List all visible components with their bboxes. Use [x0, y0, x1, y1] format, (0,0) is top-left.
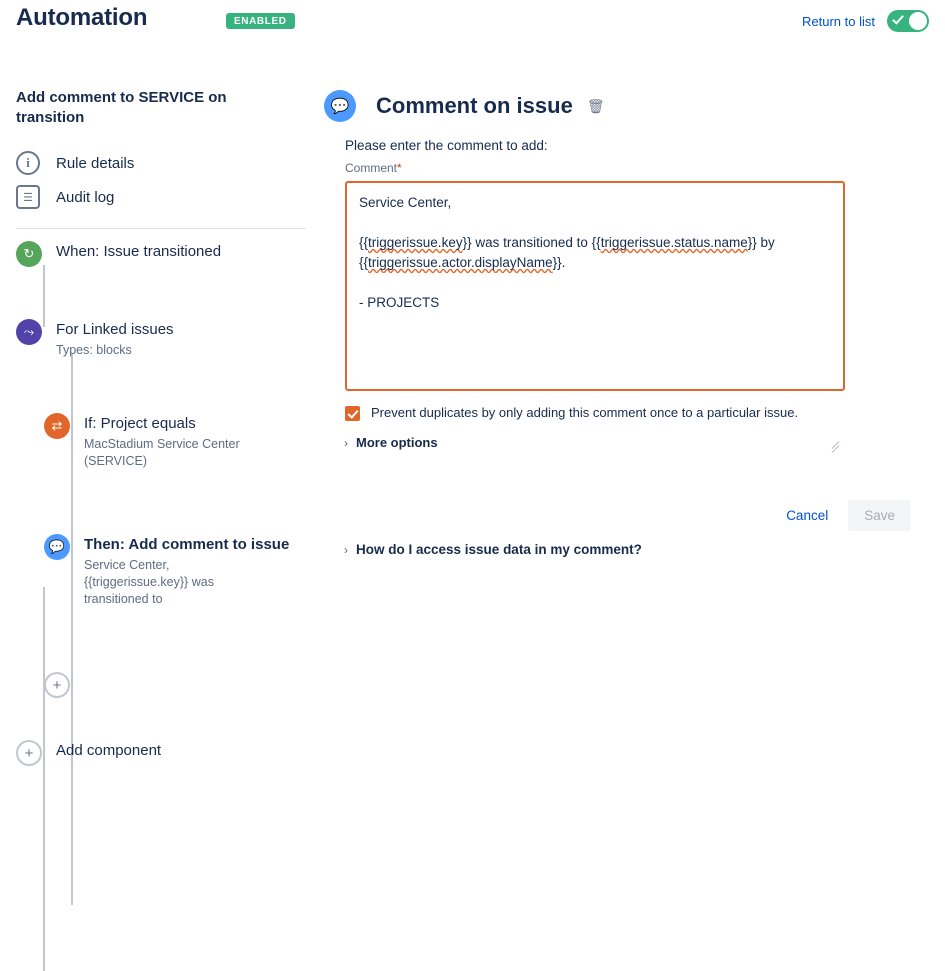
- sidebar-item-label: Audit log: [56, 188, 115, 206]
- add-component-button[interactable]: [16, 740, 304, 766]
- page-title: Automation: [16, 4, 148, 31]
- sidebar-divider: [16, 228, 306, 229]
- save-button[interactable]: Save: [848, 500, 911, 531]
- instruction-text: Please enter the comment to add:: [345, 138, 548, 153]
- comment-field-label-text: Comment: [345, 161, 398, 175]
- help-label: How do I access issue data in my comment?: [356, 542, 642, 557]
- prevent-duplicates-row: [345, 405, 924, 421]
- rule-node-trigger[interactable]: [16, 241, 304, 267]
- rule-node-subtitle: Service Center, {{triggerissue.key}} was transitioned to: [84, 558, 214, 606]
- comment-input[interactable]: [345, 181, 845, 391]
- trigger-icon: ↻: [16, 241, 42, 267]
- rule-enabled-toggle[interactable]: [887, 10, 929, 32]
- condition-icon: ⇄: [44, 413, 70, 439]
- plus-icon: +: [16, 740, 42, 766]
- action-title: Comment on issue: [376, 93, 573, 118]
- rule-node-subtitle: MacStadium Service Center (SERVICE): [84, 437, 240, 468]
- info-icon: i: [16, 151, 40, 175]
- rule-chain: [16, 241, 304, 766]
- plus-icon: +: [44, 672, 70, 698]
- cancel-button[interactable]: Cancel: [786, 508, 829, 523]
- rule-node-subtitle: Types: blocks: [56, 343, 132, 357]
- action-buttons: [786, 500, 911, 531]
- help-expander[interactable]: [344, 542, 642, 557]
- comment-field-label: [345, 161, 924, 175]
- comment-line: - PROJECTS: [359, 295, 440, 310]
- list-icon: ☰: [16, 185, 40, 209]
- comment-line: {{triggerissue.key}} was transitioned to {{triggerissue.status.name}} by {{triggerissue.actor.displayName}}.: [359, 235, 775, 270]
- resize-handle[interactable]: [829, 438, 839, 448]
- rule-node-title: For Linked issues: [56, 321, 174, 338]
- sidebar-item-rule-details[interactable]: [16, 146, 304, 180]
- rule-node-title: Then: Add comment to issue: [84, 536, 290, 553]
- chain-connector: [43, 587, 45, 971]
- sidebar-item-audit-log[interactable]: [16, 180, 304, 214]
- rule-node-branch[interactable]: [16, 319, 304, 359]
- status-badge: ENABLED: [226, 13, 295, 29]
- required-marker: *: [397, 161, 402, 175]
- return-to-list-link[interactable]: Return to list: [802, 14, 875, 29]
- add-child-component-button[interactable]: [44, 672, 304, 698]
- page-header: [0, 0, 945, 40]
- sidebar-item-label: Rule details: [56, 154, 135, 172]
- chevron-right-icon: ›: [344, 435, 348, 450]
- branch-icon: ⤳: [16, 319, 42, 345]
- comment-icon: 💬: [324, 90, 356, 122]
- trash-icon[interactable]: 🗑: [586, 97, 605, 114]
- action-panel: [324, 90, 924, 557]
- comment-icon: 💬: [44, 534, 70, 560]
- rule-node-action[interactable]: [44, 534, 304, 608]
- action-header: [324, 90, 924, 122]
- rule-node-condition[interactable]: [44, 413, 304, 470]
- sidebar: [0, 88, 320, 772]
- comment-line: Service Center,: [359, 195, 452, 210]
- prevent-duplicates-label: Prevent duplicates by only adding this comment once to a particular issue.: [371, 405, 799, 420]
- chain-connector: [43, 265, 45, 327]
- check-icon: [892, 12, 904, 24]
- add-component-label: Add component: [56, 742, 162, 759]
- rule-name: Add comment to SERVICE on transition: [16, 89, 227, 126]
- rule-node-title: When: Issue transitioned: [56, 243, 222, 260]
- prevent-duplicates-checkbox[interactable]: [345, 406, 360, 421]
- more-options-label: More options: [356, 435, 438, 450]
- chevron-right-icon: ›: [344, 542, 348, 557]
- rule-node-title: If: Project equals: [84, 415, 196, 432]
- toggle-knob: [909, 12, 927, 30]
